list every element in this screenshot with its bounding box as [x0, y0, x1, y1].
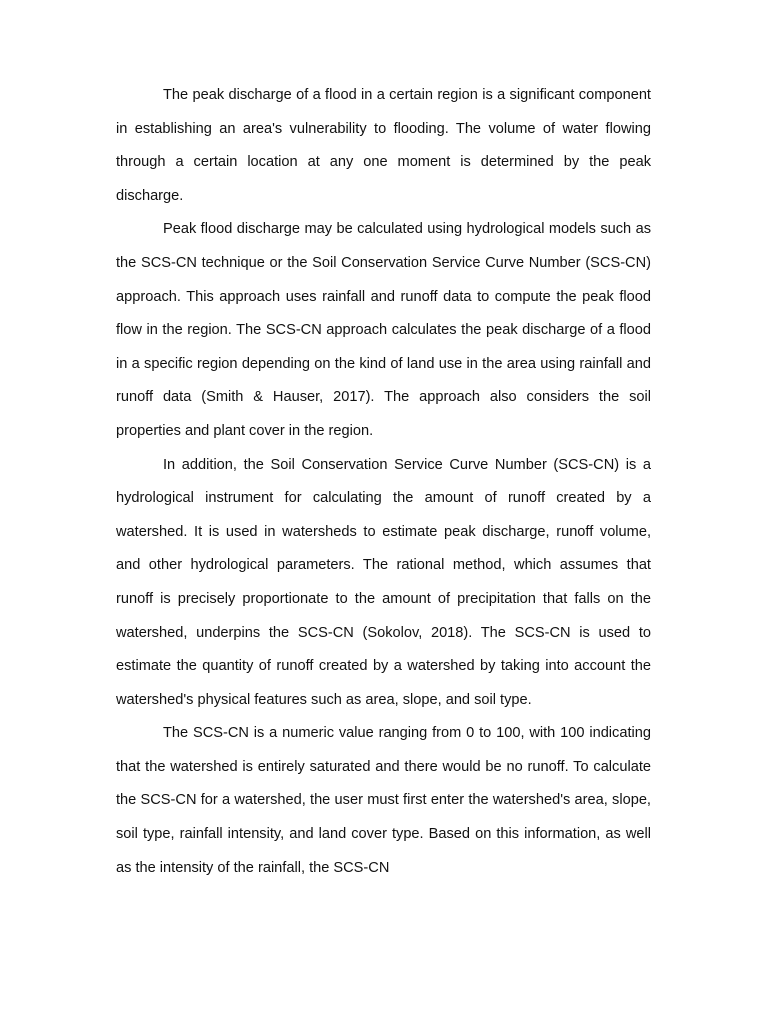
body-text: [116, 79, 651, 885]
paragraph-scs-cn-value: The SCS-CN is a numeric value ranging from 0 to 100, with 100 indicating that the watershed is entirely saturated and there would be no runoff. To calculate the SCS-CN for a watershed, the user must first enter the watershed's area, slope, soil type, rainfall intensity, and land cover type. Based on this information, as well as the intensity of the rainfall, the SCS-CN: [116, 725, 651, 876]
paragraph-peak-discharge: The peak discharge of a flood in a certain region is a significant component in establishing an area's vulnerability to flooding. The volume of water flowing through a certain location at any one moment is determined by the peak discharge.: [116, 87, 651, 204]
paragraph-peak-flood-models: Peak flood discharge may be calculated using hydrological models such as the SCS-CN technique or the Soil Conservation Service Curve Number (SCS-CN) approach. This approach uses rainfall and runoff data to compute the peak flood flow in the region. The SCS-CN approach calculates the peak discharge of a flood in a specific region depending on the kind of land use in the area using rainfall and runoff data (Smith & Hauser, 2017). The approach also considers the soil properties and plant cover in the region.: [116, 221, 651, 439]
paragraph-scs-cn-instrument: In addition, the Soil Conservation Service Curve Number (SCS-CN) is a hydrological instrument for calculating the amount of runoff created by a watershed. It is used in watersheds to estimate peak discharge, runoff volume, and other hydrological parameters. The rational method, which assumes that runoff is precisely proportionate to the amount of precipitation that falls on the watershed, underpins the SCS-CN (Sokolov, 2018). The SCS-CN is used to estimate the quantity of runoff created by a watershed by taking into account the watershed's physical features such as area, slope, and soil type.: [116, 456, 651, 708]
